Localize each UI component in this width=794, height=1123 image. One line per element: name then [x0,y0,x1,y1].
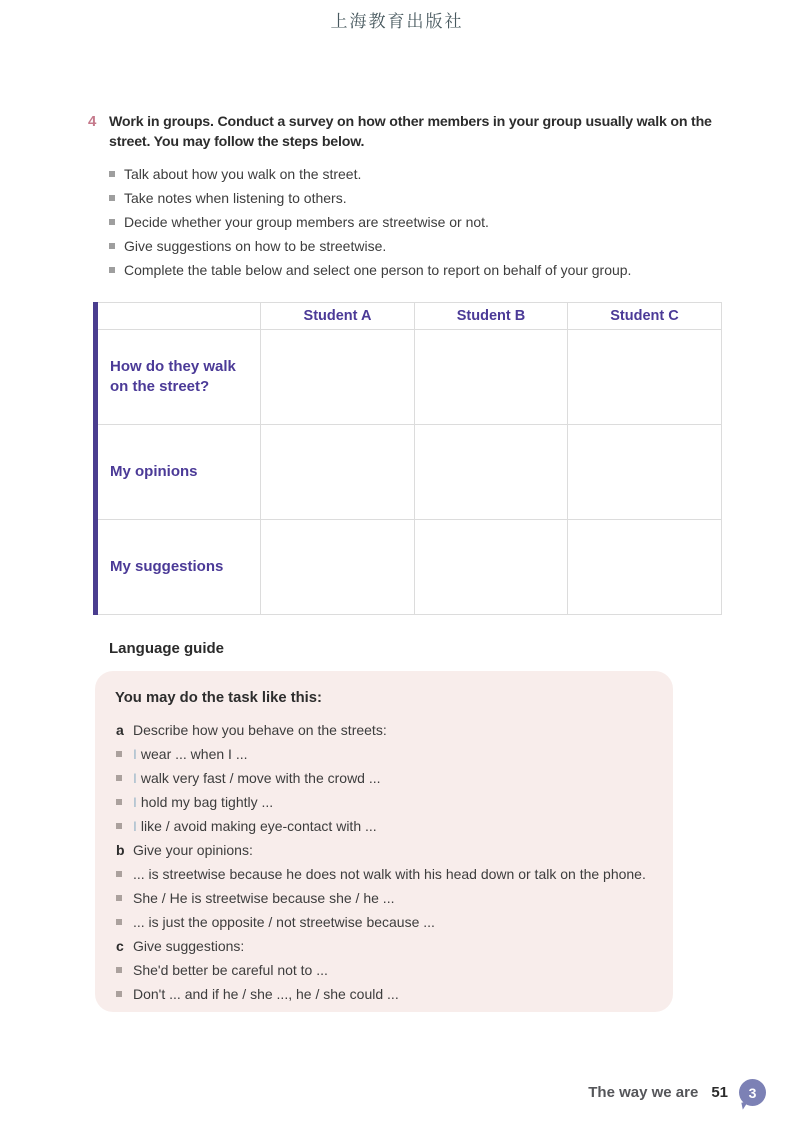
guide-line [115,742,653,766]
table-row [96,520,722,615]
square-bullet-icon [116,751,122,757]
guide-text: Give your opinions: [133,842,253,858]
empty-answer-cell [568,425,722,520]
column-header-student-c: Student C [568,303,722,330]
empty-answer-cell [568,520,722,615]
guide-line [115,814,653,838]
page-footer [588,1079,766,1106]
table-row [96,425,722,520]
guide-line [115,862,653,886]
guide-line [115,718,653,742]
guide-text: Give suggestions: [133,938,245,954]
square-bullet-icon [109,219,115,225]
guide-line [115,958,653,982]
step-text: Talk about how you walk on the street. [124,166,362,182]
square-bullet-icon [116,895,122,901]
guide-box-title: You may do the task like this: [115,690,322,706]
square-bullet-icon [116,919,122,925]
square-bullet-icon [109,171,115,177]
list-item [109,258,716,282]
guide-text: ... is just the opposite / not streetwise because ... [133,914,435,930]
square-bullet-icon [116,967,122,973]
guide-line [115,838,653,862]
guide-line [115,766,653,790]
language-guide-heading: Language guide [109,640,225,657]
square-bullet-icon [116,775,122,781]
guide-text: Describe how you behave on the streets: [133,722,387,738]
step-text: Complete the table below and select one person to report on behalf of your group. [124,262,632,278]
empty-answer-cell [568,330,722,425]
empty-answer-cell [261,425,415,520]
empty-answer-cell [415,425,568,520]
row-label-my-suggestions: My suggestions [96,520,261,615]
letter-marker: c [116,938,124,954]
guide-text: walk very fast / move with the crowd ... [140,770,381,786]
empty-answer-cell [261,330,415,425]
guide-text: She'd better be careful not to ... [133,962,328,978]
guide-line [115,790,653,814]
guide-text: ... is streetwise because he does not walk with his head down or talk on the phone. [133,866,646,882]
guide-line [115,982,653,1006]
list-item [109,186,716,210]
lead-pronoun: I [133,794,137,810]
guide-line [115,934,653,958]
square-bullet-icon [109,195,115,201]
square-bullet-icon [116,823,122,829]
row-label-how-walk: How do they walk on the street? [96,330,261,425]
list-item [109,162,716,186]
table-row [96,330,722,425]
corner-header-cell [96,303,261,330]
guide-line [115,910,653,934]
lead-pronoun: I [133,770,137,786]
unit-title: The way we are [588,1084,699,1101]
guide-text: wear ... when I ... [140,746,248,762]
guide-text: She / He is streetwise because she / he ... [133,890,395,906]
guide-text: hold my bag tightly ... [140,794,274,810]
square-bullet-icon [109,243,115,249]
step-text: Take notes when listening to others. [124,190,347,206]
exercise-heading [88,112,716,152]
exercise-number: 4 [88,113,97,130]
exercise-section [88,112,716,282]
survey-table-container [93,302,722,615]
step-text: Give suggestions on how to be streetwise. [124,238,387,254]
exercise-title: Work in groups. Conduct a survey on how other members in your group usually walk on the street. You may follow the steps below. [109,114,712,150]
exercise-steps-list [109,162,716,282]
table-header-row [96,303,722,330]
square-bullet-icon [116,799,122,805]
square-bullet-icon [109,267,115,273]
language-guide-box [95,671,673,1012]
square-bullet-icon [116,871,122,877]
letter-marker: b [116,842,125,858]
empty-answer-cell [415,330,568,425]
lead-pronoun: I [133,818,137,834]
column-header-student-a: Student A [261,303,415,330]
guide-text: like / avoid making eye-contact with ... [140,818,377,834]
list-item [109,234,716,258]
guide-line [115,886,653,910]
square-bullet-icon [116,991,122,997]
guide-text: Don't ... and if he / she ..., he / she could ... [133,986,399,1002]
page-number: 51 [711,1084,728,1101]
survey-table [93,302,722,615]
list-item [109,210,716,234]
unit-number-badge: 3 [739,1079,766,1106]
lead-pronoun: I [133,746,137,762]
step-text: Decide whether your group members are streetwise or not. [124,214,489,230]
empty-answer-cell [415,520,568,615]
column-header-student-b: Student B [415,303,568,330]
publisher-header: 上海教育出版社 [330,12,464,31]
row-label-my-opinions: My opinions [96,425,261,520]
empty-answer-cell [261,520,415,615]
letter-marker: a [116,722,124,738]
